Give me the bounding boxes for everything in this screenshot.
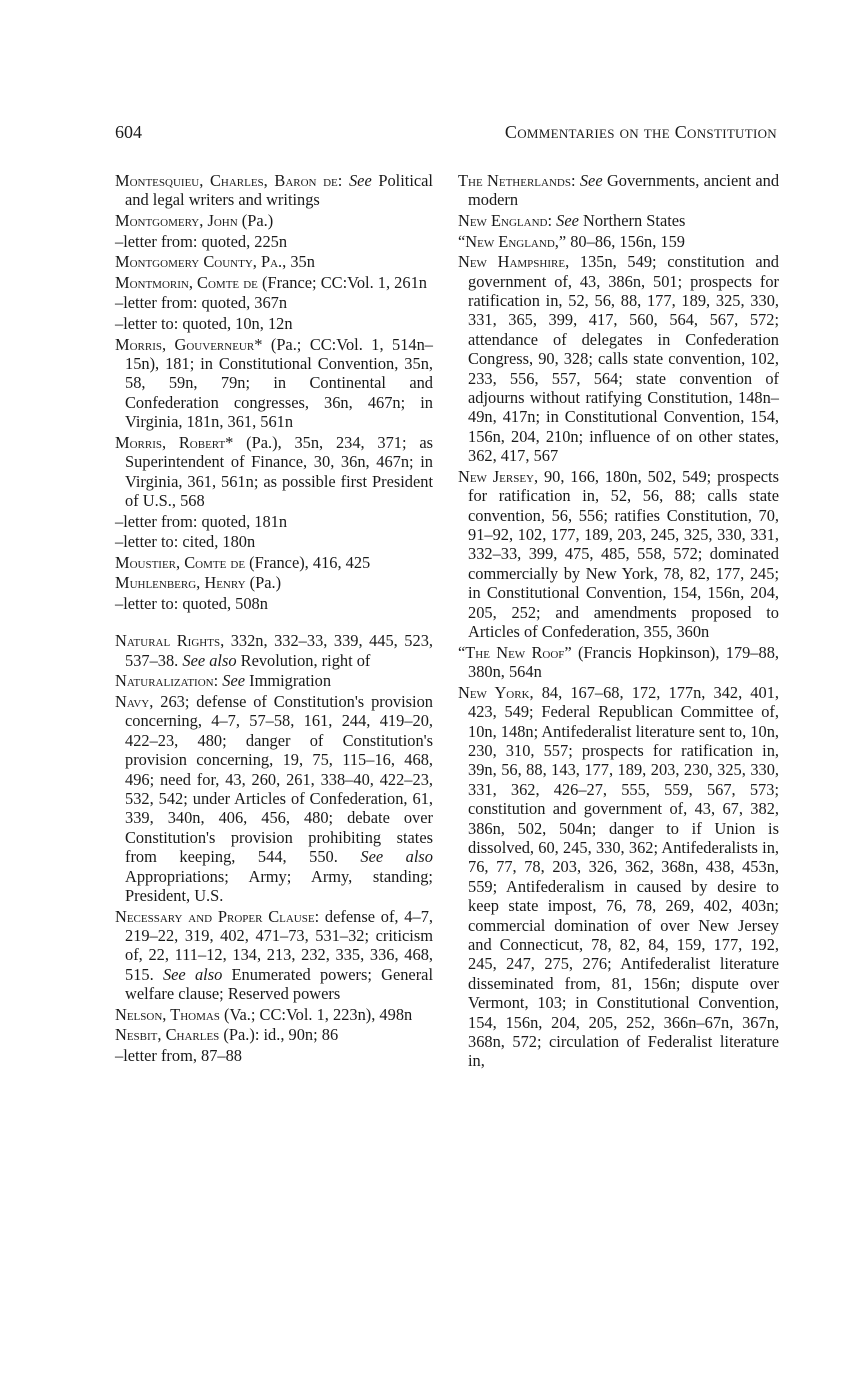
index-heading: Nelson, Thomas (115, 1004, 220, 1024)
index-subentry: –letter from: quoted, 367n (115, 293, 288, 313)
running-title: Commentaries on the Constitution (504, 122, 777, 142)
index-heading: Morris, Robert* (115, 432, 234, 452)
index-subentry: –letter from: quoted, 225n (115, 231, 288, 251)
index-entry: Montmorin, Comte de (France; CC:Vol. 1, 261n (115, 272, 427, 292)
index-heading: New England (458, 211, 548, 230)
index-heading: Naturalization (115, 671, 214, 691)
cross-reference: See (222, 671, 246, 691)
index-entry: Muhlenberg, Henry (Pa.) (115, 573, 282, 593)
cross-reference: See (579, 171, 603, 190)
index-entry: The Netherlands: See Governments, ancient and modern (458, 171, 780, 210)
index-column-right (458, 171, 779, 1072)
index-entry: Montgomery, John (Pa.) (115, 211, 274, 230)
cross-reference: See (348, 171, 372, 190)
index-entry: “New England,” 80–86, 156n, 159 (458, 231, 685, 251)
cross-reference: See (556, 211, 579, 230)
index-heading: Navy (115, 691, 150, 711)
index-heading: “The New Roof” (458, 642, 572, 662)
index-heading: Montgomery, John (115, 211, 238, 230)
cross-reference: See also (182, 650, 237, 670)
index-subentry: –letter to: quoted, 10n, 12n (115, 313, 293, 333)
index-entry: New England: See Northern States (458, 211, 686, 230)
index-heading: Montmorin, Comte de (115, 272, 258, 292)
index-entry: Morris, Robert* (Pa.), 35n, 234, 371; as Superintendent of Finance, 30, 36n, 467n; in Virginia, 361, 561n; as possible first President of U.S., 568 (115, 432, 433, 510)
index-column-left (115, 171, 433, 1067)
index-entry: Natural Rights, 332n, 332–33, 339, 445, 523, 537–38. See also Revolution, right of (115, 631, 433, 670)
index-heading: Muhlenberg, Henry (115, 573, 246, 593)
index-entry: Morris, Gouverneur* (Pa.; CC:Vol. 1, 514n–15n), 181; in Constitutional Convention, 35n, 58, 59n, 79n; in Continental and Confederation congresses, 36n, 467n; in Virginia, 181n, 361, 561n (115, 334, 433, 432)
index-entry: Necessary and Proper Clause: defense of, 4–7, 219–22, 319, 402, 471–73, 531–32; criticism of, 22, 111–12, 134, 213, 232, 335, 336, 468, 515. See also Enumerated powers; General welfare clause; Reserved powers (115, 906, 433, 1004)
index-subentry: –letter from, 87–88 (115, 1046, 242, 1066)
index-subentry: –letter to: cited, 180n (115, 532, 256, 552)
running-header (115, 122, 777, 143)
index-heading: The Netherlands (458, 171, 571, 190)
index-entry: Nesbit, Charles (Pa.): id., 90n; 86 (115, 1025, 339, 1045)
cross-reference: See also (162, 964, 223, 984)
index-subentry: –letter from: quoted, 181n (115, 511, 288, 531)
index-heading: “New England,” (458, 231, 567, 251)
index-entry: Montesquieu, Charles, Baron de: See Political and legal writers and writings (115, 171, 433, 210)
index-heading: Nesbit, Charles (115, 1025, 220, 1045)
index-entry: Montgomery County, Pa., 35n (115, 252, 315, 272)
page-number: 604 (115, 122, 142, 142)
index-subentry: –letter to: quoted, 508n (115, 593, 268, 613)
index-entry: New Jersey, 90, 166, 180n, 502, 549; prospects for ratification in, 52, 56, 88; calls state convention, 56, 556; ratifies Constitution, 70, 91–92, 102, 177, 189, 203, 245, 325, 330, 331, 332–33, 399, 475, 485, 558, 572; dominated commercially by New York, 78, 82, 177, 245; in Constitutional Convention, 154, 156n, 204, 205, 252; and amendments proposed to Articles of Confederation, 355, 360n (458, 466, 779, 642)
cross-reference: See also (360, 847, 434, 867)
index-heading: New York (458, 682, 530, 702)
index-heading: New Hampshire (458, 252, 566, 272)
index-entry: “The New Roof” (Francis Hopkinson), 179–88, 380n, 564n (458, 642, 779, 682)
index-heading: Montgomery County, Pa. (115, 252, 283, 272)
index-entry: Naturalization: See Immigration (115, 671, 332, 691)
index-heading: Montesquieu, Charles, Baron de: (115, 171, 343, 190)
index-heading: Moustier, Comte de (115, 552, 246, 572)
index-heading: New Jersey (458, 466, 535, 486)
index-entry: New York, 84, 167–68, 172, 177n, 342, 401, 423, 549; Federal Republican Committee of, 10n, 148n; Antifederalist literature sent to, 10n, 230, 310, 557; prospects for ratification in, 39n, 56, 88, 143, 177, 189, 203, 230, 325, 330, 331, 362, 426–27, 555, 559, 567, 573; constitution and government of, 43, 67, 382, 386n, 502, 504n; danger to if Union is dissolved, 60, 245, 330, 362; Antifederalists in, 76, 77, 78, 203, 326, 362, 368n, 438, 453n, 559; Antifederalism in caused by desire to keep state impost, 76, 78, 269, 402, 403n; commercial domination of over New Jersey and Connecticut, 78, 82, 84, 159, 177, 192, 245, 247, 275, 276; Antifederalist literature disseminated from, 81, 156n; dispute over Vermont, 103; in Constitutional Convention, 154, 156n, 204, 205, 252, 366n–67n, 367n, 368n, 572; circulation of Federalist literature in, (458, 682, 779, 1071)
index-heading: Morris, Gouverneur* (115, 334, 263, 354)
index-entry: Nelson, Thomas (Va.; CC:Vol. 1, 223n), 498n (115, 1004, 413, 1024)
index-entry: Navy, 263; defense of Constitution's provision concerning, 4–7, 57–58, 161, 244, 419–20, 422–23, 480; danger of Constitution's provision concerning, 19, 75, 115–16, 468, 496; need for, 43, 260, 261, 338–40, 422–23, 532, 542; under Articles of Confederation, 61, 339, 340n, 406, 456, 480; debate over Constitution's provision prohibiting states from keeping, 544, 550. See also Appropriations; Army; Army, standing; President, U.S. (115, 691, 434, 906)
index-entry: New Hampshire, 135n, 549; constitution and government of, 43, 386n, 501; prospects for ratification in, 52, 56, 88, 177, 189, 325, 330, 331, 365, 399, 417, 560, 564, 567, 572; attendance of delegates in Confederation Congress, 90, 328; calls state convention, 102, 233, 556, 557, 564; state convention of adjourns without ratifying Constitution, 148n–49n, 417n; in Constitutional Convention, 154, 156n, 204, 210n; influence of on other states, 362, 417, 567 (458, 252, 780, 466)
index-heading: Natural Rights (115, 631, 221, 651)
index-heading: Necessary and Proper Clause (115, 906, 315, 926)
index-entry: Moustier, Comte de (France), 416, 425 (115, 552, 371, 572)
